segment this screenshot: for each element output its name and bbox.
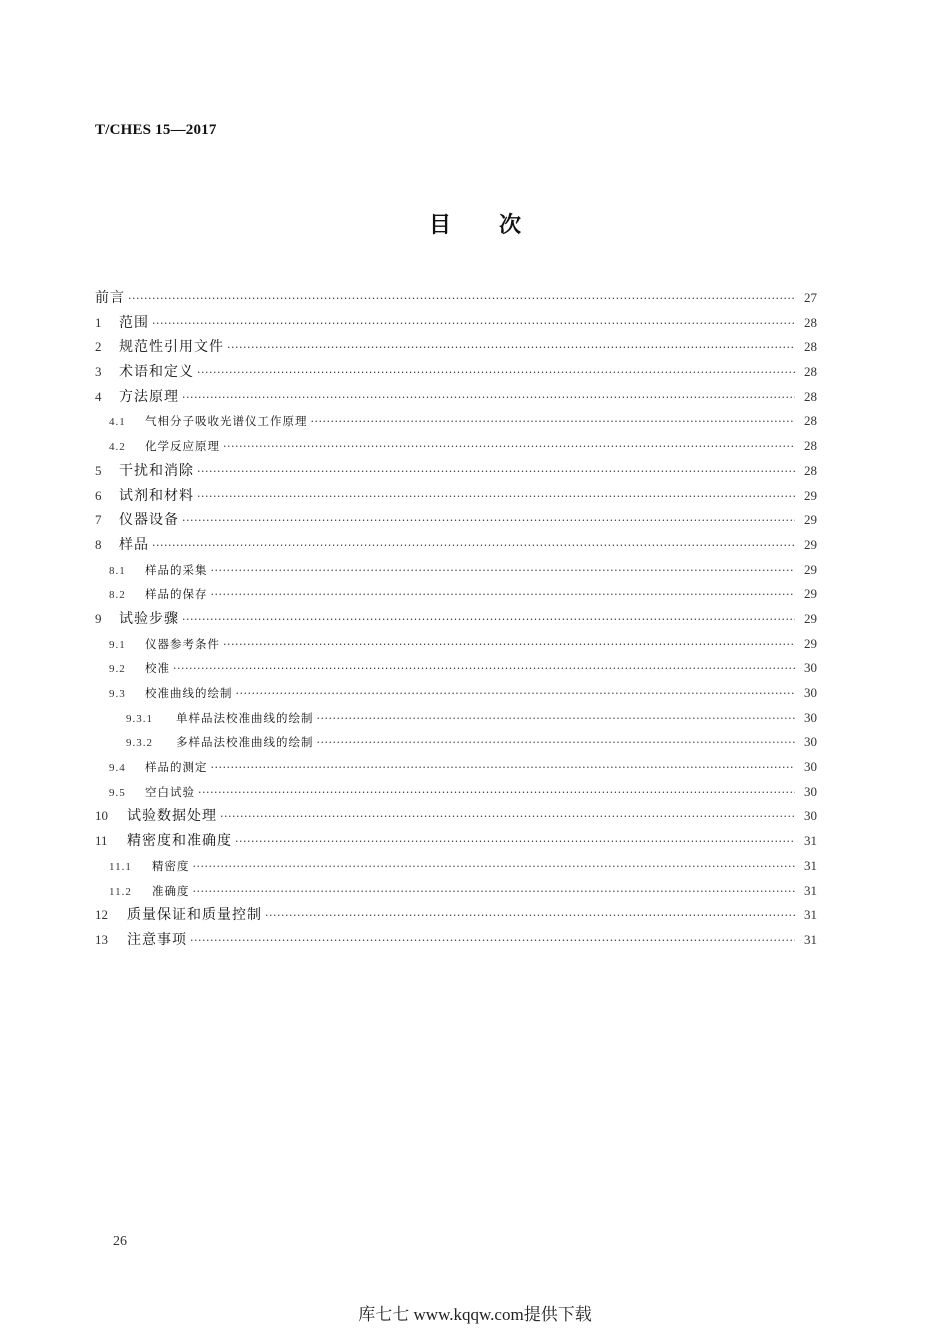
toc-entry-label: 方法原理 <box>119 388 179 405</box>
toc-entry-page: 28 <box>804 364 817 380</box>
toc-entry-number: 9.5 <box>109 786 126 799</box>
toc-entry-number: 11.2 <box>109 885 132 898</box>
download-watermark: 库七七 www.kqqw.com提供下载 <box>358 1305 592 1324</box>
toc-entry-page: 30 <box>804 808 817 824</box>
toc-entry-9-3-2[interactable] <box>95 730 817 755</box>
toc-entry-label: 仪器设备 <box>119 512 179 529</box>
toc-entry-number: 2 <box>95 339 102 355</box>
toc-entry-11-1[interactable] <box>95 854 817 879</box>
toc-entry-label: 校准曲线的绘制 <box>145 686 233 700</box>
toc-entry-number: 9.4 <box>109 762 126 775</box>
toc-leader-dots <box>193 855 796 880</box>
standard-code: T/CHES 15—2017 <box>95 122 217 138</box>
toc-entry-number: 12 <box>95 907 108 923</box>
toc-entry-page: 31 <box>804 833 817 849</box>
toc-entry-8[interactable] <box>95 533 817 558</box>
toc-leader-dots <box>236 682 796 707</box>
toc-entry-page: 29 <box>804 536 817 552</box>
toc-entry-13[interactable] <box>95 928 817 953</box>
toc-entry-foreword[interactable] <box>95 286 817 311</box>
toc-entry-number: 9.3 <box>109 688 126 700</box>
toc-entry-page: 29 <box>804 635 817 651</box>
toc-entry-page: 28 <box>804 462 817 478</box>
toc-leader-dots <box>317 731 796 756</box>
toc-entry-label: 术语和定义 <box>119 364 194 381</box>
toc-entry-page: 29 <box>804 586 817 602</box>
toc-entry-number: 8 <box>95 536 102 552</box>
toc-entry-page: 27 <box>804 290 817 305</box>
toc-entry-label: 准确度 <box>152 883 190 898</box>
toc-leader-dots <box>152 312 795 337</box>
toc-leader-dots <box>182 608 795 633</box>
toc-entry-page: 31 <box>804 931 817 947</box>
toc-entry-page: 31 <box>804 882 817 898</box>
toc-entry-label: 样品的测定 <box>145 760 208 775</box>
toc-entry-4[interactable] <box>95 385 817 410</box>
toc-leader-dots <box>173 657 795 682</box>
toc-entry-page: 30 <box>804 759 817 775</box>
toc-entry-9[interactable] <box>95 607 817 632</box>
toc-leader-dots <box>211 583 796 608</box>
toc-entry-label: 多样品法校准曲线的绘制 <box>176 735 314 750</box>
toc-entry-4-2[interactable] <box>95 434 817 459</box>
toc-entry-page: 30 <box>804 783 817 799</box>
toc-entry-page: 30 <box>804 685 817 700</box>
toc-entry-9-2[interactable] <box>95 656 817 681</box>
toc-entry-number: 4.2 <box>109 441 126 454</box>
toc-entry-1[interactable] <box>95 311 817 336</box>
toc-entry-2[interactable] <box>95 335 817 360</box>
toc-entry-label: 化学反应原理 <box>145 439 220 454</box>
toc-leader-dots <box>197 361 795 386</box>
toc-entry-label: 校准 <box>145 661 170 676</box>
toc-entry-number: 1 <box>95 314 102 330</box>
toc-entry-label: 空白试验 <box>145 784 195 799</box>
toc-entry-9-4[interactable] <box>95 755 817 780</box>
toc-entry-label: 样品 <box>119 536 149 553</box>
toc-entry-9-1[interactable] <box>95 632 817 657</box>
toc-entry-page: 28 <box>804 438 817 454</box>
toc-entry-5[interactable] <box>95 459 817 484</box>
toc-entry-number: 11.1 <box>109 860 132 873</box>
toc-entry-label: 样品的保存 <box>145 587 208 602</box>
toc-entry-11-2[interactable] <box>95 879 817 904</box>
table-of-contents <box>95 286 817 953</box>
toc-leader-dots <box>198 781 795 806</box>
toc-entry-9-3[interactable] <box>95 681 817 706</box>
toc-entry-label: 前言 <box>95 290 125 306</box>
toc-leader-dots <box>265 904 795 929</box>
toc-leader-dots <box>211 756 796 781</box>
toc-entry-number: 9 <box>95 610 102 626</box>
toc-entry-4-1[interactable] <box>95 409 817 434</box>
toc-entry-number: 4 <box>95 388 102 404</box>
toc-entry-label: 精密度和准确度 <box>127 833 232 850</box>
toc-entry-page: 29 <box>804 512 817 528</box>
toc-leader-dots <box>220 805 795 830</box>
toc-entry-label: 试验数据处理 <box>127 808 217 825</box>
toc-entry-number: 8.1 <box>109 564 126 577</box>
toc-entry-10[interactable] <box>95 804 817 829</box>
toc-entry-label: 仪器参考条件 <box>145 636 220 651</box>
toc-leader-dots <box>235 830 795 855</box>
toc-entry-page: 30 <box>804 734 817 750</box>
toc-entry-7[interactable] <box>95 508 817 533</box>
toc-entry-9-3-1[interactable] <box>95 706 817 731</box>
toc-title: 目次 <box>428 213 569 238</box>
toc-entry-label: 样品的采集 <box>145 562 208 577</box>
toc-entry-label: 试剂和材料 <box>119 487 194 504</box>
toc-entry-number: 9.1 <box>109 638 126 651</box>
toc-leader-dots <box>311 410 796 435</box>
toc-entry-page: 28 <box>804 314 817 330</box>
toc-entry-label: 干扰和消除 <box>119 462 194 479</box>
toc-leader-dots <box>182 509 795 534</box>
toc-entry-number: 9.3.1 <box>126 712 153 725</box>
toc-entry-page: 30 <box>804 660 817 676</box>
toc-entry-page: 29 <box>804 561 817 577</box>
toc-entry-page: 28 <box>804 388 817 404</box>
toc-leader-dots <box>128 287 795 312</box>
toc-entry-number: 10 <box>95 808 108 824</box>
toc-leader-dots <box>223 633 795 658</box>
toc-leader-dots <box>211 559 796 584</box>
toc-entry-page: 29 <box>804 487 817 503</box>
toc-entry-number: 7 <box>95 512 102 528</box>
toc-entry-page: 28 <box>804 339 817 355</box>
toc-entry-label: 气相分子吸收光谱仪工作原理 <box>145 414 308 429</box>
toc-leader-dots <box>190 929 795 954</box>
toc-entry-label: 单样品法校准曲线的绘制 <box>176 710 314 725</box>
toc-entry-page: 31 <box>804 907 817 923</box>
toc-entry-number: 9.3.2 <box>126 737 153 750</box>
toc-entry-page: 30 <box>804 709 817 725</box>
toc-leader-dots <box>197 460 795 485</box>
toc-leader-dots <box>227 336 795 361</box>
toc-entry-label: 精密度 <box>152 858 190 873</box>
toc-entry-number: 8.2 <box>109 589 126 602</box>
toc-leader-dots <box>317 707 796 732</box>
toc-entry-label: 试验步骤 <box>119 610 179 627</box>
toc-entry-number: 4.1 <box>109 416 126 429</box>
toc-entry-page: 29 <box>804 610 817 626</box>
toc-leader-dots <box>197 485 795 510</box>
toc-entry-page: 31 <box>804 857 817 873</box>
toc-entry-label: 质量保证和质量控制 <box>127 907 262 924</box>
toc-entry-number: 5 <box>95 462 102 478</box>
toc-leader-dots <box>152 534 795 559</box>
toc-entry-number: 9.2 <box>109 663 126 676</box>
toc-entry-number: 13 <box>95 931 108 947</box>
toc-entry-number: 11 <box>95 833 108 849</box>
toc-entry-number: 6 <box>95 487 102 503</box>
toc-entry-8-2[interactable] <box>95 582 817 607</box>
toc-entry-8-1[interactable] <box>95 558 817 583</box>
toc-entry-3[interactable] <box>95 360 817 385</box>
toc-entry-label: 范围 <box>119 314 149 331</box>
toc-entry-6[interactable] <box>95 484 817 509</box>
toc-leader-dots <box>182 386 795 411</box>
toc-leader-dots <box>193 880 796 905</box>
toc-entry-label: 注意事项 <box>127 931 187 948</box>
toc-entry-page: 28 <box>804 413 817 429</box>
toc-entry-11[interactable] <box>95 829 817 854</box>
page-number: 26 <box>113 1234 127 1249</box>
toc-entry-12[interactable] <box>95 903 817 928</box>
toc-entry-label: 规范性引用文件 <box>119 339 224 356</box>
toc-leader-dots <box>223 435 795 460</box>
toc-entry-9-5[interactable] <box>95 780 817 805</box>
toc-entry-number: 3 <box>95 364 102 380</box>
